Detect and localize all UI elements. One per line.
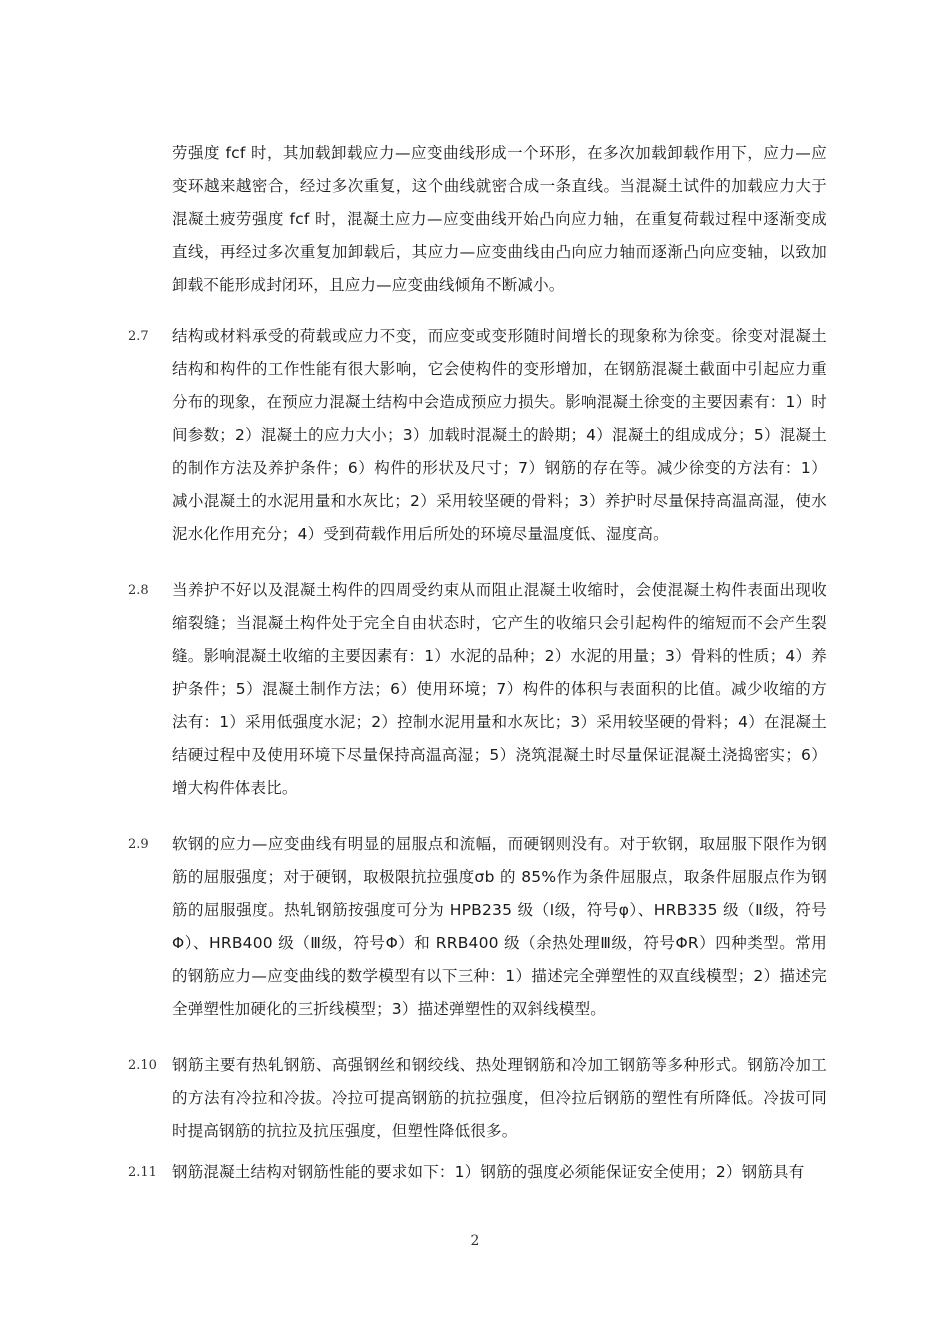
paragraph-continued: 劳强度 fcf 时，其加载卸载应力—应变曲线形成一个环形，在多次加载卸载作用下，应力—应变环越来越密合，经过多次重复，这个曲线就密合成一条直线。当混凝土试件的加载应力大于混凝土疲劳强度 fcf 时，混凝土应力—应变曲线开始凸向应力轴，在重复荷载过程中逐渐变成直线，再经过多次重复加卸载后，其应力—应变曲线由凸向应力轴而逐渐凸向应变轴，以致加卸载不能形成封闭环，且应力—应变曲线倾角不断减小。 [172, 144, 827, 294]
section-number-2-10: 2.10 [128, 1058, 157, 1073]
section-number-2-7: 2.7 [128, 329, 149, 344]
page-number: 2 [470, 1233, 480, 1249]
paragraph-2-9: 软钢的应力—应变曲线有明显的屈服点和流幅，而硬钢则没有。对于软钢，取屈服下限作为钢筋的屈服强度；对于硬钢，取极限抗拉强度σb 的 85%作为条件屈服点，取条件屈服点作为钢筋的屈服强度。热轧钢筋按强度可分为 HPB235 级（Ⅰ级，符号φ）、HRB335 级（Ⅱ级，符号Φ）、HRB400 级（Ⅲ级，符号Φ）和 RRB400 级（余热处理Ⅲ级，符号ΦR）四种类型。常用的钢筋应力—应变曲线的数学模型有以下三种：1）描述完全弹塑性的双直线模型；2）描述完全弹塑性加硬化的三折线模型；3）描述弹塑性的双斜线模型。 [172, 835, 827, 1018]
section-number-2-9: 2.9 [128, 837, 149, 852]
paragraph-2-7: 结构或材料承受的荷载或应力不变，而应变或变形随时间增长的现象称为徐变。徐变对混凝土结构和构件的工作性能有很大影响，它会使构件的变形增加，在钢筋混凝土截面中引起应力重分布的现象，在预应力混凝土结构中会造成预应力损失。影响混凝土徐变的主要因素有：1）时间参数；2）混凝土的应力大小；3）加载时混凝土的龄期；4）混凝土的组成成分；5）混凝土的制作方法及养护条件；6）构件的形状及尺寸；7）钢筋的存在等。减少徐变的方法有：1）减小混凝土的水泥用量和水灰比；2）采用较坚硬的骨料；3）养护时尽量保持高温高湿，使水泥水化作用充分；4）受到荷载作用后所处的环境尽量温度低、湿度高。 [172, 327, 827, 543]
section-number-2-8: 2.8 [128, 583, 149, 598]
paragraph-2-8: 当养护不好以及混凝土构件的四周受约束从而阻止混凝土收缩时，会使混凝土构件表面出现收缩裂缝；当混凝土构件处于完全自由状态时，它产生的收缩只会引起构件的缩短而不会产生裂缝。影响混凝土收缩的主要因素有：1）水泥的品种；2）水泥的用量；3）骨料的性质；4）养护条件；5）混凝土制作方法；6）使用环境；7）构件的体积与表面积的比值。减少收缩的方法有：1）采用低强度水泥；2）控制水泥用量和水灰比；3）采用较坚硬的骨料；4）在混凝土结硬过程中及使用环境下尽量保持高温高湿；5）浇筑混凝土时尽量保证混凝土浇捣密实；6）增大构件体表比。 [172, 581, 827, 797]
section-number-2-11: 2.11 [128, 1165, 157, 1180]
paragraph-2-10: 钢筋主要有热轧钢筋、高强钢丝和钢绞线、热处理钢筋和冷加工钢筋等多种形式。钢筋冷加工的方法有冷拉和冷拔。冷拉可提高钢筋的抗拉强度，但冷拉后钢筋的塑性有所降低。冷拔可同时提高钢筋的抗拉及抗压强度，但塑性降低很多。 [172, 1056, 827, 1140]
paragraph-2-11: 钢筋混凝土结构对钢筋性能的要求如下：1）钢筋的强度必须能保证安全使用；2）钢筋具有 [172, 1163, 805, 1181]
